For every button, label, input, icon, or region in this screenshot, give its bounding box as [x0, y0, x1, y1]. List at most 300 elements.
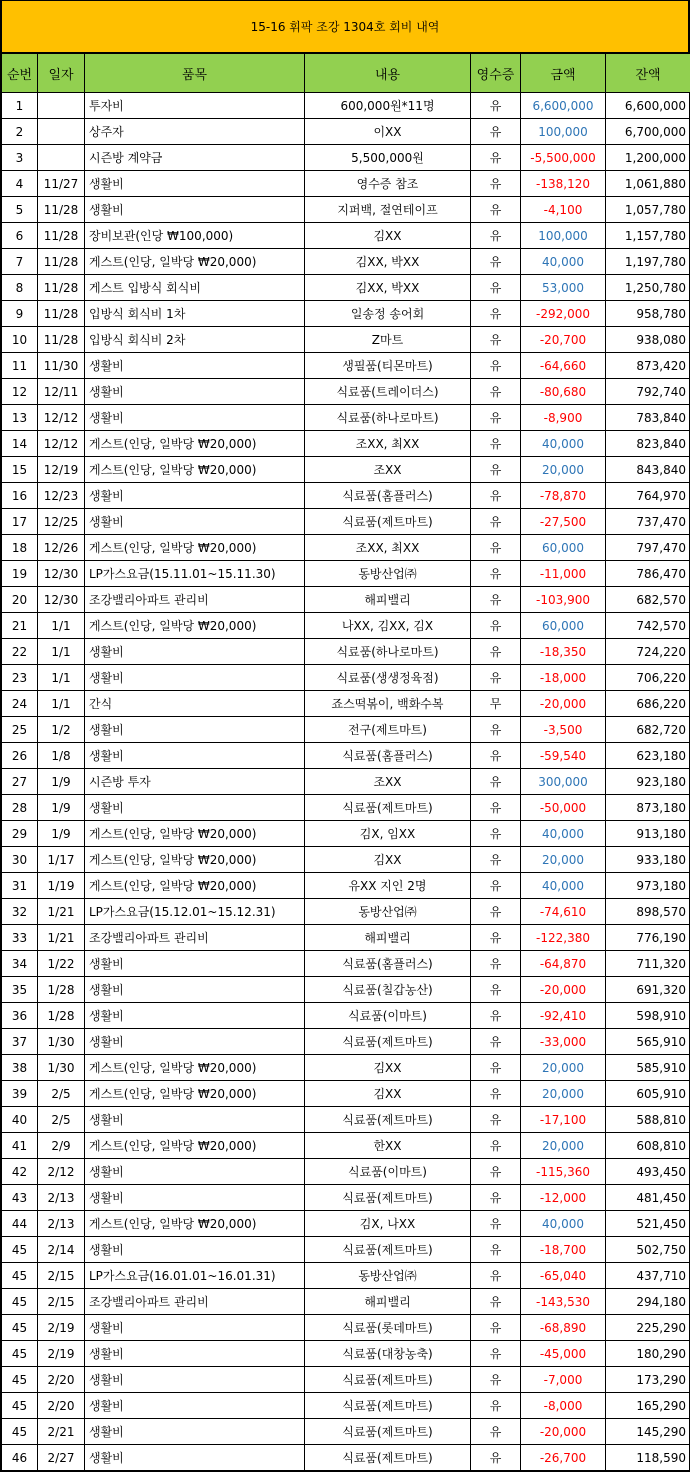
row-date: 11/28: [38, 275, 85, 301]
row-no: 40: [2, 1107, 38, 1133]
row-date: 1/28: [38, 977, 85, 1003]
row-date: 2/14: [38, 1237, 85, 1263]
row-no: 33: [2, 925, 38, 951]
row-amount: -20,700: [521, 327, 606, 353]
row-amount: -59,540: [521, 743, 606, 769]
table-row: [2, 1211, 690, 1237]
row-date: 2/5: [38, 1107, 85, 1133]
row-receipt: 유: [471, 1445, 521, 1471]
table-row: [2, 171, 690, 197]
row-receipt: 유: [471, 223, 521, 249]
row-amount: -103,900: [521, 587, 606, 613]
row-no: 34: [2, 951, 38, 977]
row-balance: 585,910: [606, 1055, 690, 1081]
row-item: 게스트(인당, 일박당 ₩20,000): [85, 821, 305, 847]
row-balance: 588,810: [606, 1107, 690, 1133]
row-no: 3: [2, 145, 38, 171]
row-balance: 823,840: [606, 431, 690, 457]
row-item: 생활비: [85, 1315, 305, 1341]
row-item: 조강밸리아파트 관리비: [85, 587, 305, 613]
row-detail: 식료품(제트마트): [305, 1419, 471, 1445]
row-date: 11/28: [38, 249, 85, 275]
row-date: [38, 145, 85, 171]
table-row: [2, 665, 690, 691]
row-no: 9: [2, 301, 38, 327]
row-receipt: 유: [471, 431, 521, 457]
row-amount: -26,700: [521, 1445, 606, 1471]
table-row: [2, 1107, 690, 1133]
row-detail: 식료품(홈플러스): [305, 743, 471, 769]
table-row: [2, 795, 690, 821]
row-receipt: 유: [471, 327, 521, 353]
table-row: [2, 1367, 690, 1393]
row-date: 2/5: [38, 1081, 85, 1107]
row-balance: 958,780: [606, 301, 690, 327]
row-balance: 913,180: [606, 821, 690, 847]
row-amount: -11,000: [521, 561, 606, 587]
row-item: 간식: [85, 691, 305, 717]
row-no: 35: [2, 977, 38, 1003]
row-balance: 565,910: [606, 1029, 690, 1055]
row-date: 11/28: [38, 301, 85, 327]
row-no: 13: [2, 405, 38, 431]
row-receipt: 유: [471, 1419, 521, 1445]
row-balance: 608,810: [606, 1133, 690, 1159]
row-item: 게스트(인당, 일박당 ₩20,000): [85, 1081, 305, 1107]
row-balance: 605,910: [606, 1081, 690, 1107]
row-receipt: 유: [471, 1393, 521, 1419]
row-amount: -74,610: [521, 899, 606, 925]
row-item: 게스트(인당, 일박당 ₩20,000): [85, 535, 305, 561]
row-detail: 이XX: [305, 119, 471, 145]
row-receipt: 유: [471, 743, 521, 769]
row-balance: 1,057,780: [606, 197, 690, 223]
header-date: 일자: [38, 54, 85, 93]
row-no: 14: [2, 431, 38, 457]
row-date: 1/28: [38, 1003, 85, 1029]
table-row: [2, 1159, 690, 1185]
row-detail: 김XX: [305, 223, 471, 249]
row-no: 7: [2, 249, 38, 275]
row-item: 생활비: [85, 951, 305, 977]
row-balance: 973,180: [606, 873, 690, 899]
row-balance: 1,061,880: [606, 171, 690, 197]
row-item: 게스트(인당, 일박당 ₩20,000): [85, 613, 305, 639]
row-date: 1/1: [38, 639, 85, 665]
row-date: 2/27: [38, 1445, 85, 1471]
row-item: 생활비: [85, 639, 305, 665]
table-row: [2, 561, 690, 587]
row-amount: 60,000: [521, 613, 606, 639]
row-amount: 40,000: [521, 873, 606, 899]
row-receipt: 유: [471, 1003, 521, 1029]
row-balance: 923,180: [606, 769, 690, 795]
row-no: 4: [2, 171, 38, 197]
row-item: 게스트 입방식 회식비: [85, 275, 305, 301]
row-receipt: 유: [471, 1263, 521, 1289]
row-no: 37: [2, 1029, 38, 1055]
row-item: 생활비: [85, 1341, 305, 1367]
row-item: 게스트(인당, 일박당 ₩20,000): [85, 1055, 305, 1081]
row-date: 12/30: [38, 587, 85, 613]
row-receipt: 유: [471, 1237, 521, 1263]
row-detail: 영수증 참조: [305, 171, 471, 197]
table-row: [2, 1341, 690, 1367]
row-date: 1/21: [38, 925, 85, 951]
row-date: 11/30: [38, 353, 85, 379]
row-amount: -80,680: [521, 379, 606, 405]
row-no: 39: [2, 1081, 38, 1107]
row-amount: 100,000: [521, 223, 606, 249]
row-no: 45: [2, 1393, 38, 1419]
table-row: [2, 483, 690, 509]
row-item: 생활비: [85, 1393, 305, 1419]
row-no: 42: [2, 1159, 38, 1185]
row-no: 45: [2, 1419, 38, 1445]
row-receipt: 무: [471, 691, 521, 717]
row-balance: 682,720: [606, 717, 690, 743]
row-amount: -27,500: [521, 509, 606, 535]
row-receipt: 유: [471, 457, 521, 483]
row-item: 입방식 회식비 2차: [85, 327, 305, 353]
row-receipt: 유: [471, 1029, 521, 1055]
row-no: 19: [2, 561, 38, 587]
row-detail: 동방산업㈜: [305, 561, 471, 587]
row-amount: -138,120: [521, 171, 606, 197]
row-detail: 조XX, 최XX: [305, 431, 471, 457]
row-receipt: 유: [471, 977, 521, 1003]
row-item: 생활비: [85, 1107, 305, 1133]
table-row: [2, 717, 690, 743]
row-detail: 식료품(제트마트): [305, 1445, 471, 1471]
row-amount: -92,410: [521, 1003, 606, 1029]
row-amount: -18,000: [521, 665, 606, 691]
row-date: 2/19: [38, 1341, 85, 1367]
row-amount: -122,380: [521, 925, 606, 951]
row-receipt: 유: [471, 171, 521, 197]
table-row: [2, 1445, 690, 1471]
row-date: 1/30: [38, 1055, 85, 1081]
table-row: [2, 353, 690, 379]
row-date: 12/12: [38, 431, 85, 457]
row-balance: 1,200,000: [606, 145, 690, 171]
row-receipt: 유: [471, 769, 521, 795]
row-no: 45: [2, 1315, 38, 1341]
table-row: [2, 587, 690, 613]
row-no: 10: [2, 327, 38, 353]
row-amount: -20,000: [521, 1419, 606, 1445]
row-balance: 6,600,000: [606, 93, 690, 119]
row-item: 생활비: [85, 1003, 305, 1029]
row-balance: 737,470: [606, 509, 690, 535]
row-item: 생활비: [85, 1237, 305, 1263]
row-amount: -7,000: [521, 1367, 606, 1393]
table-row: [2, 873, 690, 899]
row-detail: 식료품(롯데마트): [305, 1315, 471, 1341]
row-detail: 김XX: [305, 1055, 471, 1081]
table-row: [2, 1081, 690, 1107]
row-balance: 294,180: [606, 1289, 690, 1315]
row-date: 12/23: [38, 483, 85, 509]
row-detail: 식료품(제트마트): [305, 1393, 471, 1419]
row-amount: -33,000: [521, 1029, 606, 1055]
row-balance: 711,320: [606, 951, 690, 977]
row-no: 2: [2, 119, 38, 145]
row-amount: 20,000: [521, 1133, 606, 1159]
row-detail: 식료품(대창농축): [305, 1341, 471, 1367]
row-receipt: 유: [471, 353, 521, 379]
row-detail: 식료품(하나로마트): [305, 405, 471, 431]
row-amount: 40,000: [521, 1211, 606, 1237]
row-balance: 742,570: [606, 613, 690, 639]
row-amount: -64,870: [521, 951, 606, 977]
table-row: [2, 275, 690, 301]
row-item: 게스트(인당, 일박당 ₩20,000): [85, 873, 305, 899]
row-no: 15: [2, 457, 38, 483]
row-amount: -64,660: [521, 353, 606, 379]
row-receipt: 유: [471, 1107, 521, 1133]
table-row: [2, 509, 690, 535]
row-detail: 김XX, 박XX: [305, 249, 471, 275]
row-receipt: 유: [471, 1289, 521, 1315]
row-amount: 300,000: [521, 769, 606, 795]
table-row: [2, 613, 690, 639]
row-item: 시즌방 투자: [85, 769, 305, 795]
row-date: 1/1: [38, 613, 85, 639]
row-date: 2/13: [38, 1185, 85, 1211]
table-row: [2, 977, 690, 1003]
table-row: [2, 847, 690, 873]
row-amount: -292,000: [521, 301, 606, 327]
row-no: 45: [2, 1341, 38, 1367]
row-detail: 일송정 송어회: [305, 301, 471, 327]
row-balance: 165,290: [606, 1393, 690, 1419]
row-item: 생활비: [85, 977, 305, 1003]
row-receipt: 유: [471, 1055, 521, 1081]
row-no: 20: [2, 587, 38, 613]
row-item: 생활비: [85, 1419, 305, 1445]
row-date: 11/28: [38, 223, 85, 249]
row-detail: 생필품(티몬마트): [305, 353, 471, 379]
row-receipt: 유: [471, 795, 521, 821]
row-receipt: 유: [471, 899, 521, 925]
row-detail: 식료품(칠갑농산): [305, 977, 471, 1003]
row-no: 6: [2, 223, 38, 249]
table-row: [2, 119, 690, 145]
table-row: [2, 197, 690, 223]
row-item: 조강밸리아파트 관리비: [85, 1289, 305, 1315]
row-balance: 691,320: [606, 977, 690, 1003]
row-item: 시즌방 계약금: [85, 145, 305, 171]
row-balance: 724,220: [606, 639, 690, 665]
row-date: 12/19: [38, 457, 85, 483]
header-row: [2, 54, 690, 93]
table-row: [2, 1263, 690, 1289]
row-item: 게스트(인당, 일박당 ₩20,000): [85, 431, 305, 457]
row-date: 2/13: [38, 1211, 85, 1237]
row-item: 상주자: [85, 119, 305, 145]
row-item: 생활비: [85, 379, 305, 405]
row-receipt: 유: [471, 821, 521, 847]
row-receipt: 유: [471, 1133, 521, 1159]
table-row: [2, 639, 690, 665]
row-no: 32: [2, 899, 38, 925]
row-detail: 600,000원*11명: [305, 93, 471, 119]
row-detail: 죠스떡볶이, 백화수복: [305, 691, 471, 717]
row-amount: -20,000: [521, 691, 606, 717]
header-balance: 잔액: [606, 54, 690, 93]
row-item: LP가스요금(15.11.01~15.11.30): [85, 561, 305, 587]
row-detail: 식료품(홈플러스): [305, 483, 471, 509]
row-amount: -68,890: [521, 1315, 606, 1341]
row-balance: 1,197,780: [606, 249, 690, 275]
row-amount: -20,000: [521, 977, 606, 1003]
row-amount: 60,000: [521, 535, 606, 561]
ledger-body: [2, 93, 690, 1471]
row-balance: 898,570: [606, 899, 690, 925]
row-date: 12/11: [38, 379, 85, 405]
row-amount: 40,000: [521, 821, 606, 847]
row-amount: 40,000: [521, 431, 606, 457]
row-balance: 225,290: [606, 1315, 690, 1341]
row-receipt: 유: [471, 561, 521, 587]
row-amount: -115,360: [521, 1159, 606, 1185]
row-amount: 20,000: [521, 1081, 606, 1107]
row-no: 45: [2, 1289, 38, 1315]
table-row: [2, 1055, 690, 1081]
row-date: 1/9: [38, 769, 85, 795]
row-detail: 지퍼백, 절연테이프: [305, 197, 471, 223]
row-amount: -45,000: [521, 1341, 606, 1367]
row-balance: 6,700,000: [606, 119, 690, 145]
row-balance: 1,157,780: [606, 223, 690, 249]
row-item: 생활비: [85, 1185, 305, 1211]
row-balance: 786,470: [606, 561, 690, 587]
row-receipt: 유: [471, 119, 521, 145]
row-amount: 20,000: [521, 1055, 606, 1081]
table-row: [2, 93, 690, 119]
table-row: [2, 223, 690, 249]
row-amount: -50,000: [521, 795, 606, 821]
row-date: 1/19: [38, 873, 85, 899]
row-receipt: 유: [471, 197, 521, 223]
row-amount: -3,500: [521, 717, 606, 743]
row-amount: 100,000: [521, 119, 606, 145]
row-detail: 동방산업㈜: [305, 1263, 471, 1289]
row-amount: 20,000: [521, 457, 606, 483]
row-amount: -5,500,000: [521, 145, 606, 171]
row-item: 생활비: [85, 743, 305, 769]
table-row: [2, 821, 690, 847]
row-balance: 173,290: [606, 1367, 690, 1393]
table-row: [2, 1029, 690, 1055]
header-item: 품목: [85, 54, 305, 93]
row-no: 23: [2, 665, 38, 691]
table-row: [2, 301, 690, 327]
row-detail: 해피밸리: [305, 1289, 471, 1315]
row-date: 11/27: [38, 171, 85, 197]
row-amount: 20,000: [521, 847, 606, 873]
table-row: [2, 1237, 690, 1263]
row-detail: 조XX, 최XX: [305, 535, 471, 561]
row-detail: 식료품(제트마트): [305, 1029, 471, 1055]
row-date: 2/20: [38, 1367, 85, 1393]
row-no: 22: [2, 639, 38, 665]
row-detail: 한XX: [305, 1133, 471, 1159]
row-item: 생활비: [85, 171, 305, 197]
row-balance: 873,180: [606, 795, 690, 821]
ledger-table: [1, 53, 690, 1471]
row-detail: 식료품(이마트): [305, 1159, 471, 1185]
table-row: [2, 769, 690, 795]
row-receipt: 유: [471, 275, 521, 301]
row-balance: 521,450: [606, 1211, 690, 1237]
row-no: 24: [2, 691, 38, 717]
row-balance: 180,290: [606, 1341, 690, 1367]
row-receipt: 유: [471, 639, 521, 665]
row-no: 1: [2, 93, 38, 119]
row-no: 30: [2, 847, 38, 873]
row-detail: 해피밸리: [305, 587, 471, 613]
row-receipt: 유: [471, 93, 521, 119]
row-detail: 조XX: [305, 457, 471, 483]
row-date: 2/15: [38, 1289, 85, 1315]
row-amount: -65,040: [521, 1263, 606, 1289]
row-item: 생활비: [85, 1159, 305, 1185]
header-detail: 내용: [305, 54, 471, 93]
row-detail: Z마트: [305, 327, 471, 353]
row-date: 12/26: [38, 535, 85, 561]
row-date: 1/2: [38, 717, 85, 743]
row-receipt: 유: [471, 1315, 521, 1341]
row-detail: 해피밸리: [305, 925, 471, 951]
row-balance: 783,840: [606, 405, 690, 431]
row-detail: 식료품(트레이더스): [305, 379, 471, 405]
row-receipt: 유: [471, 379, 521, 405]
row-receipt: 유: [471, 535, 521, 561]
row-date: 11/28: [38, 197, 85, 223]
header-amount: 금액: [521, 54, 606, 93]
row-item: 생활비: [85, 717, 305, 743]
table-row: [2, 899, 690, 925]
table-row: [2, 1003, 690, 1029]
row-balance: 843,840: [606, 457, 690, 483]
sheet-title: 15-16 휘팍 조강 1304호 회비 내역: [1, 0, 689, 53]
row-item: 투자비: [85, 93, 305, 119]
row-receipt: 유: [471, 1211, 521, 1237]
row-amount: -18,700: [521, 1237, 606, 1263]
row-item: 생활비: [85, 353, 305, 379]
row-amount: 53,000: [521, 275, 606, 301]
table-row: [2, 249, 690, 275]
row-item: 조강밸리아파트 관리비: [85, 925, 305, 951]
row-detail: 식료품(제트마트): [305, 795, 471, 821]
row-balance: 938,080: [606, 327, 690, 353]
row-detail: 나XX, 김XX, 김X: [305, 613, 471, 639]
row-receipt: 유: [471, 665, 521, 691]
row-date: 1/8: [38, 743, 85, 769]
row-no: 8: [2, 275, 38, 301]
row-item: LP가스요금(15.12.01~15.12.31): [85, 899, 305, 925]
row-balance: 493,450: [606, 1159, 690, 1185]
row-receipt: 유: [471, 405, 521, 431]
row-amount: -4,100: [521, 197, 606, 223]
row-balance: 623,180: [606, 743, 690, 769]
row-item: 게스트(인당, 일박당 ₩20,000): [85, 1133, 305, 1159]
table-row: [2, 1289, 690, 1315]
row-item: 게스트(인당, 일박당 ₩20,000): [85, 457, 305, 483]
row-balance: 686,220: [606, 691, 690, 717]
